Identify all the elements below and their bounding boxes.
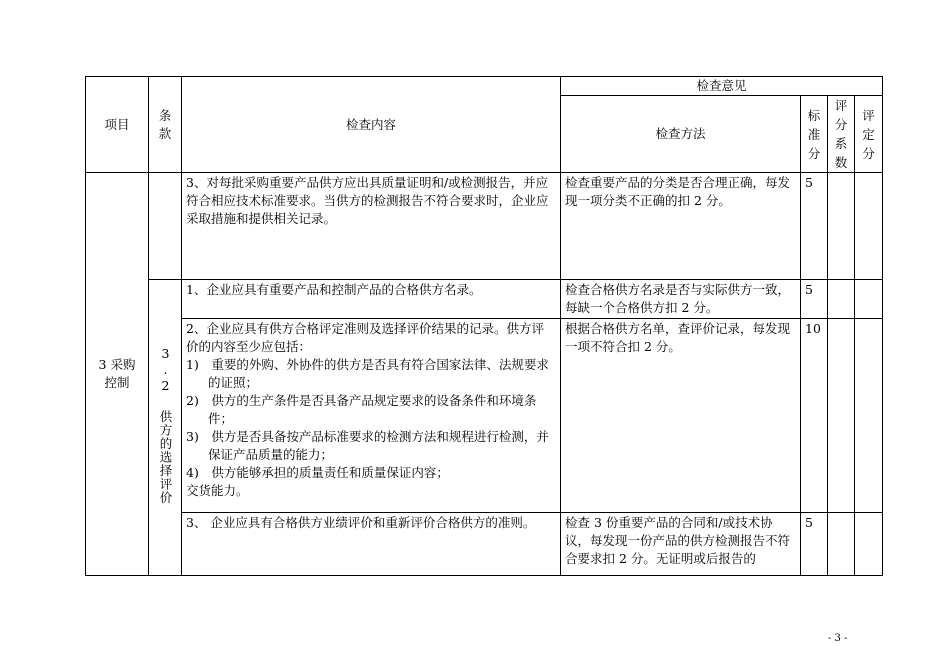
section-item-line1: 3 采购 xyxy=(98,357,136,372)
header-score-coef-2: 分 xyxy=(834,117,848,132)
row-score: 5 xyxy=(801,513,828,576)
section-item-line2: 控制 xyxy=(104,375,130,390)
row-coef xyxy=(828,513,855,576)
row-score: 5 xyxy=(801,280,828,319)
row-method: 根据合格供方名单，查评价记录，每发现一项不符合扣 2 分。 xyxy=(561,319,801,513)
row-content: 1、企业应具有重要产品和控制产品的合格供方名录。 xyxy=(182,280,561,319)
row-rating xyxy=(855,173,883,280)
row-content-item-4: 4) 供方能够承担的质量责任和质量保证内容； xyxy=(186,465,449,480)
table-row xyxy=(86,173,883,280)
row-coef xyxy=(828,280,855,319)
header-clause-line2: 款 xyxy=(158,125,172,141)
header-method: 检查方法 xyxy=(561,96,801,173)
row-method: 检查重要产品的分类是否合理正确，每发现一项分类不正确的扣 2 分。 xyxy=(561,173,801,280)
row-content-item-3: 3) 供方是否具备按产品标准要求的检测方法和规程进行检测，并保证产品质量的能力； xyxy=(186,429,549,462)
header-std-score-1: 标 xyxy=(807,107,821,123)
header-opinion: 检查意见 xyxy=(561,77,883,96)
row-content: 3、对每批采购重要产品供方应出具质量证明和/或检测报告，并应符合相应技术标准要求。当供方的检测报告不符合要求时，企业应采取措施和提供相关记录。 xyxy=(182,173,561,280)
table-row xyxy=(86,280,883,319)
header-item: 项目 xyxy=(86,77,149,173)
row-content-text: 3、 企业应具有合格供方业绩评价和重新评价合格供方的准则。 xyxy=(186,515,536,530)
header-content: 检查内容 xyxy=(182,77,561,173)
row-rating xyxy=(855,280,883,319)
row-content xyxy=(182,513,561,576)
header-clause-line1: 条 xyxy=(158,107,172,123)
header-score-coef xyxy=(828,96,855,173)
inspection-table xyxy=(85,76,883,576)
header-rating xyxy=(855,96,883,173)
header-score-coef-1: 评 xyxy=(834,98,848,113)
header-rating-2: 定 xyxy=(862,126,875,142)
row-score: 5 xyxy=(801,173,828,280)
row-coef xyxy=(828,319,855,513)
header-std-score-3: 分 xyxy=(807,145,821,161)
row-content-intro: 2、企业应具有供方合格评定准则及选择评价结果的记录。供方评价的内容至少应包括： xyxy=(186,321,544,354)
table-row xyxy=(86,319,883,513)
page-number: - 3 - xyxy=(828,633,848,644)
row-rating xyxy=(855,319,883,513)
table-row xyxy=(86,513,883,576)
row-content xyxy=(182,319,561,513)
header-std-score-2: 准 xyxy=(807,126,821,142)
header-score-coef-4: 数 xyxy=(834,155,848,170)
header-std-score xyxy=(801,96,828,173)
row-content-item-1: 1) 重要的外购、外协件的供方是否具有符合国家法律、法规要求的证照； xyxy=(186,357,549,390)
header-rating-3: 分 xyxy=(862,145,875,161)
row-content-item-2: 2) 供方的生产条件是否具备产品规定要求的设备条件和环境条件； xyxy=(186,393,537,426)
row-rating xyxy=(855,513,883,576)
header-rating-1: 评 xyxy=(862,107,875,123)
row-method: 检查 3 份重要产品的合同和/或技术协议，每发现一份产品的供方检测报告不符合要求扣 2 分。无证明或后报告的 xyxy=(561,513,801,576)
header-score-coef-3: 系 xyxy=(834,136,848,151)
section-item xyxy=(86,173,149,576)
row-method: 检查合格供方名录是否与实际供方一致，每缺一个合格供方扣 2 分。 xyxy=(561,280,801,319)
header-clause xyxy=(149,77,182,173)
row-coef xyxy=(828,173,855,280)
row-score: 10 xyxy=(801,319,828,513)
row-content-tail: 交货能力。 xyxy=(186,483,249,498)
clause-empty-cell xyxy=(149,173,182,280)
clause-32-label: 3.2 供方的选择评价 xyxy=(158,345,173,505)
clause-32 xyxy=(149,280,182,576)
